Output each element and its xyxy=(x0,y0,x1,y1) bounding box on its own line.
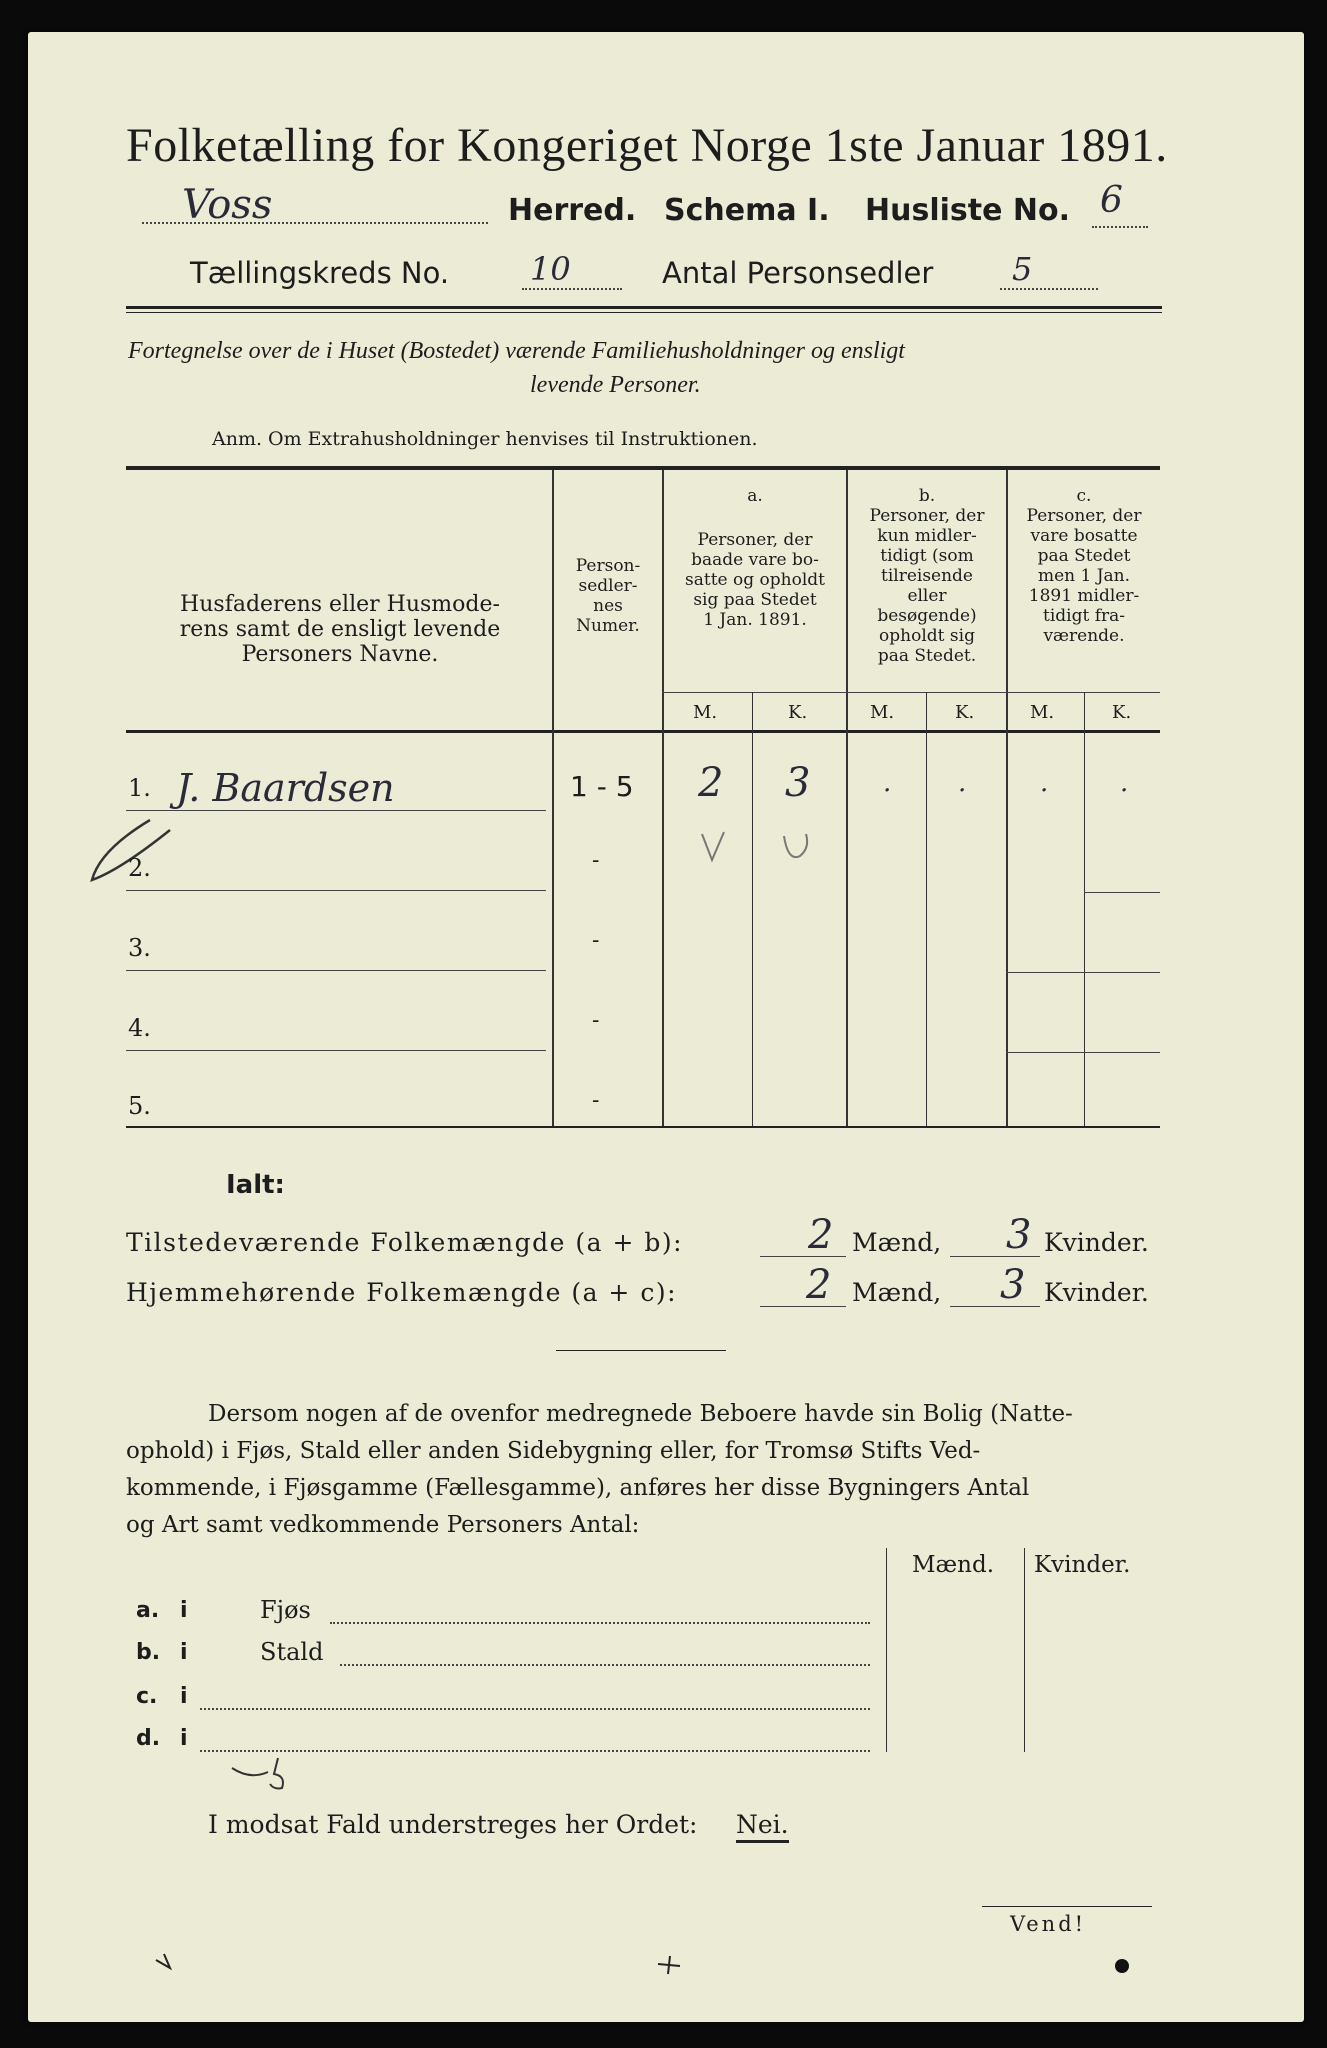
col-a-m: M. xyxy=(693,702,718,723)
col-sep-name xyxy=(552,470,554,1126)
bld-b-i: i xyxy=(180,1640,188,1665)
paragraph-line-3: kommende, i Fjøsgamme (Fællesgamme), anføres her disse Bygningers Antal xyxy=(126,1475,1030,1501)
col-a-head: a. Personer, der baade vare bo- satte og opholdt sig paa Stedet 1 Jan. 1891. xyxy=(685,486,825,630)
antal-value: 5 xyxy=(1012,250,1033,288)
tilsted-m-value: 2 xyxy=(808,1212,834,1258)
bld-d-letter: d. xyxy=(136,1726,161,1751)
col-b-k: K. xyxy=(955,702,975,723)
form-title: Folketælling for Kongeriget Norge 1ste Januar 1891. xyxy=(126,119,1168,172)
row-line-3 xyxy=(126,970,546,971)
tilsted-maend: Mænd, xyxy=(852,1228,942,1257)
margin-marks xyxy=(150,1944,1150,1984)
section-divider xyxy=(556,1350,726,1351)
herred-label: Herred. xyxy=(508,193,637,228)
header-rule-thin xyxy=(126,312,1162,313)
row-5-sedler: - xyxy=(592,1088,600,1113)
row-1-b-m: . xyxy=(883,768,892,798)
col-a-k: K. xyxy=(788,702,808,723)
antal-dotted-line xyxy=(1000,288,1098,290)
row-1-number: 1. xyxy=(128,774,151,802)
name-flourish xyxy=(80,800,560,890)
bld-a-i: i xyxy=(180,1598,188,1623)
pencil-mark xyxy=(226,1754,306,1794)
hjemme-maend: Mænd, xyxy=(852,1278,942,1307)
husliste-label: Husliste No. xyxy=(865,193,1070,228)
row-1-c-k: . xyxy=(1120,768,1129,798)
herred-value: Voss xyxy=(182,182,273,228)
row-line-c-3 xyxy=(1006,1052,1160,1053)
subtitle-line-2: levende Personer. xyxy=(530,372,701,398)
col-sep-c-mk xyxy=(1084,692,1085,1126)
hjemme-k-line xyxy=(950,1306,1040,1307)
row-line-c-1 xyxy=(1084,892,1160,893)
kreds-dotted-line xyxy=(522,288,622,290)
hjemme-kvinder: Kvinder. xyxy=(1044,1278,1149,1307)
col-c-head: c. Personer, der vare bosatte paa Stedet men 1 Jan. 1891 midler- tidigt fra- værende. xyxy=(1026,486,1142,646)
modsat-text: I modsat Fald understreges her Ordet: xyxy=(208,1810,698,1839)
hjemme-label: Hjemmehørende Folkemængde (a + c): xyxy=(126,1278,677,1307)
bld-d-i: i xyxy=(180,1726,188,1751)
col-b-m: M. xyxy=(870,702,895,723)
row-2-number: 2. xyxy=(128,854,151,882)
bld-maend-head: Mænd. xyxy=(912,1552,995,1578)
bld-b-dots xyxy=(340,1664,870,1666)
row-line-2 xyxy=(126,890,546,891)
census-form xyxy=(28,32,1304,2022)
bld-b-letter: b. xyxy=(136,1640,161,1665)
hjemme-k-value: 3 xyxy=(1000,1262,1026,1308)
col-sep-a-mk xyxy=(752,692,753,1126)
ialt-label: Ialt: xyxy=(226,1170,285,1200)
bld-b-label: Stald xyxy=(260,1638,324,1666)
anm-note: Anm. Om Extrahusholdninger henvises til Instruktionen. xyxy=(212,428,758,450)
row-1-name: J. Baardsen xyxy=(176,766,395,810)
subtitle-line-1: Fortegnelse over de i Huset (Bostedet) værende Familiehusholdninger og ensligt xyxy=(128,338,905,364)
mk-rule xyxy=(662,692,1160,693)
vend-label: Vend! xyxy=(1010,1912,1087,1936)
row-5-number: 5. xyxy=(128,1092,151,1120)
hjemme-m-line xyxy=(760,1306,846,1307)
table-bottom-rule xyxy=(126,1126,1160,1128)
bld-kvinder-head: Kvinder. xyxy=(1034,1552,1131,1578)
col-c-k: K. xyxy=(1112,702,1132,723)
husliste-dotted-line xyxy=(1092,226,1148,228)
row-2-sedler: - xyxy=(592,848,600,873)
schema-label: Schema I. xyxy=(664,193,830,228)
row-1-c-m: . xyxy=(1040,768,1049,798)
col-sep-num xyxy=(662,470,664,1126)
col-c-m: M. xyxy=(1030,702,1055,723)
antal-label: Antal Personsedler xyxy=(662,256,934,290)
husliste-value: 6 xyxy=(1100,180,1123,221)
bld-a-dots xyxy=(330,1622,870,1624)
row-4-number: 4. xyxy=(128,1014,151,1042)
col-num-head: Person- sedler- nes Numer. xyxy=(575,556,641,636)
row-3-sedler: - xyxy=(592,928,600,953)
tilsted-kvinder: Kvinder. xyxy=(1044,1228,1149,1257)
table-head-rule xyxy=(126,730,1160,733)
paragraph-line-1: Dersom nogen af de ovenfor medregnede Beboere havde sin Bolig (Natte- xyxy=(208,1401,1073,1427)
pencil-check-marks xyxy=(696,826,836,876)
col-b-head: b. Personer, der kun midler- tidigt (som tilreisende eller besøgende) opholdt sig paa Stedet. xyxy=(869,486,985,666)
header-rule xyxy=(126,306,1162,309)
col-sep-b-mk xyxy=(926,692,927,1126)
row-1-a-m: 2 xyxy=(698,760,724,806)
bld-c-letter: c. xyxy=(136,1684,158,1709)
tilsted-k-value: 3 xyxy=(1006,1212,1032,1258)
bld-a-letter: a. xyxy=(136,1598,160,1623)
bld-sep-1 xyxy=(886,1548,887,1752)
bld-d-dots xyxy=(200,1750,870,1752)
vend-rule xyxy=(982,1906,1152,1907)
paragraph-line-4: og Art samt vedkommende Personers Antal: xyxy=(126,1512,640,1538)
table-top-rule xyxy=(126,466,1160,470)
bld-c-dots xyxy=(200,1708,870,1710)
row-line-4 xyxy=(126,1050,546,1051)
tilsted-label: Tilstedeværende Folkemængde (a + b): xyxy=(126,1228,684,1257)
row-3-number: 3. xyxy=(128,934,151,962)
row-1-sedler: 1 - 5 xyxy=(570,770,634,803)
row-4-sedler: - xyxy=(592,1008,600,1033)
row-1-b-k: . xyxy=(958,768,967,798)
bld-a-label: Fjøs xyxy=(260,1596,311,1624)
kreds-value: 10 xyxy=(530,250,571,288)
hjemme-m-value: 2 xyxy=(806,1262,832,1308)
paragraph-line-2: ophold) i Fjøs, Stald eller anden Sidebygning eller, for Tromsø Stifts Ved- xyxy=(126,1438,981,1464)
kreds-label: Tællingskreds No. xyxy=(190,256,450,290)
modsat-word: Nei. xyxy=(736,1810,789,1843)
bld-c-i: i xyxy=(180,1684,188,1709)
row-line-c-2 xyxy=(1006,972,1160,973)
row-1-a-k: 3 xyxy=(785,760,811,806)
bld-sep-2 xyxy=(1024,1548,1025,1752)
col-name-head: Husfaderens eller Husmode- rens samt de ensligt levende Personers Navne. xyxy=(179,592,501,667)
